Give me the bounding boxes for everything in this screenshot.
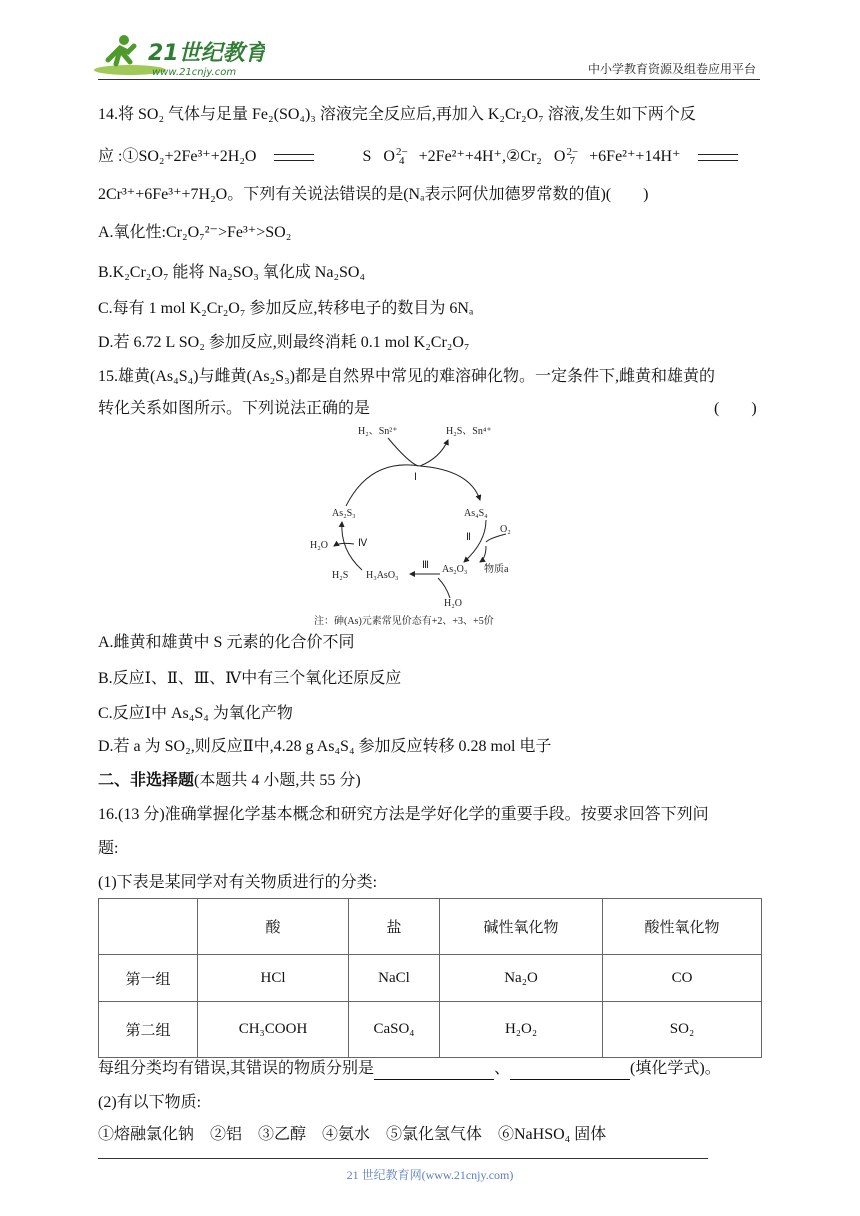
table-header-cell: 盐 bbox=[349, 899, 440, 955]
table-header-row bbox=[99, 899, 762, 955]
q14-frac1: 2− 4 bbox=[395, 146, 408, 168]
section2-title-bold: 二、非选择题 bbox=[98, 772, 195, 789]
q14-frac2: 2− 7 bbox=[566, 146, 579, 168]
q16-part1: (1)下表是某同学对有关物质进行的分类: bbox=[98, 874, 378, 891]
q15-answer-paren: ( ) bbox=[714, 400, 757, 417]
after-table-suffix: (填化学式)。 bbox=[630, 1060, 721, 1077]
section2-title bbox=[98, 770, 361, 792]
q15-option-c: C.反应Ⅰ中 As₄S₄ 为氧化产物 bbox=[98, 705, 293, 722]
reaction-diagram bbox=[300, 422, 540, 632]
footer-rule bbox=[98, 1158, 708, 1159]
diagram-as4s4: As₄S₄ bbox=[464, 508, 488, 519]
equals-arrow-icon bbox=[274, 154, 314, 161]
table-cell: CH₃COOH bbox=[198, 1002, 349, 1058]
q16-part2-items: ①熔融氯化钠 ②铝 ③乙醇 ④氨水 ⑤氯化氢气体 ⑥NaHSO₄ 固体 bbox=[98, 1126, 607, 1143]
diagram-as2o3: As₂O₃ bbox=[442, 564, 468, 575]
equals-arrow-icon bbox=[698, 154, 738, 161]
table-cell: H₂O₂ bbox=[440, 1002, 603, 1058]
diagram-reaction-4: Ⅳ bbox=[358, 538, 368, 549]
q15-line2: 转化关系如图所示。下列说法正确的是 bbox=[98, 400, 371, 417]
diagram-top-reactants: H₂、Sn²⁺ bbox=[358, 426, 398, 437]
table-cell: Na₂O bbox=[440, 955, 603, 1002]
q16-line2: 题: bbox=[98, 840, 119, 857]
table-header-cell: 酸性氧化物 bbox=[603, 899, 762, 955]
diagram-note: 注：砷(As)元素常见价态有+2、+3、+5价 bbox=[314, 616, 494, 627]
diagram-reaction-3: Ⅲ bbox=[422, 560, 429, 571]
after-table-sep: 、 bbox=[494, 1060, 511, 1077]
table-row bbox=[99, 1002, 762, 1058]
logo-url: www.21cnjy.com bbox=[152, 67, 237, 78]
table-cell: CaSO₄ bbox=[349, 1002, 440, 1058]
diagram-reaction-1: Ⅰ bbox=[414, 472, 417, 483]
q15-line1: 15.雄黄(As₄S₄)与雌黄(As₂S₃)都是自然界中常见的难溶砷化物。一定条件下,雌黄和雄黄的 bbox=[98, 368, 715, 385]
diagram-substance-a: 物质a bbox=[484, 564, 509, 575]
classification-table bbox=[98, 898, 762, 1058]
q14-frac2-base: O bbox=[553, 148, 566, 165]
table-cell: 第二组 bbox=[99, 1002, 198, 1058]
q14-eq1-left: 应 :①SO₂+2Fe³⁺+2H₂O bbox=[98, 148, 257, 165]
answer-blank-2[interactable] bbox=[510, 1065, 630, 1080]
diagram-h2s: H₂S bbox=[332, 570, 349, 581]
q14-option-d: D.若 6.72 L SO₂ 参加反应,则最终消耗 0.1 mol K₂Cr₂O₇ bbox=[98, 334, 470, 351]
table-row bbox=[99, 955, 762, 1002]
table-cell: CO bbox=[603, 955, 762, 1002]
diagram-h2o-bottom: H₂O bbox=[444, 598, 462, 609]
q14-eq2-right: +6Fe²⁺+14H⁺ bbox=[589, 148, 681, 165]
q14-line2 bbox=[98, 146, 738, 168]
table-header-cell: 碱性氧化物 bbox=[440, 899, 603, 955]
diagram-reaction-2: Ⅱ bbox=[466, 532, 471, 543]
q16-after-table bbox=[98, 1058, 721, 1080]
table-cell: SO₂ bbox=[603, 1002, 762, 1058]
diagram-as2s3: As₂S₃ bbox=[332, 508, 356, 519]
table-cell: NaCl bbox=[349, 955, 440, 1002]
header-rule bbox=[98, 79, 760, 80]
q14-option-c: C.每有 1 mol K₂Cr₂O₇ 参加反应,转移电子的数目为 6Nₐ bbox=[98, 300, 474, 317]
q14-eq1-right: +2Fe²⁺+4H⁺,②Cr₂ bbox=[418, 148, 542, 165]
platform-title: 中小学教育资源及组卷应用平台 bbox=[587, 62, 756, 76]
section2-title-rest: (本题共 4 小题,共 55 分) bbox=[194, 772, 361, 789]
q14-option-a: A.氧化性:Cr₂O₇²⁻>Fe³⁺>SO₂ bbox=[98, 224, 292, 241]
diagram-h2o-left: H₂O bbox=[310, 540, 328, 551]
q14-line3: 2Cr³⁺+6Fe³⁺+7H₂O。下列有关说法错误的是(Nₐ表示阿伏加德罗常数的值)( ) bbox=[98, 186, 649, 203]
diagram-o2: O₂ bbox=[500, 524, 511, 535]
q16-part2: (2)有以下物质: bbox=[98, 1094, 202, 1111]
table-cell: HCl bbox=[198, 955, 349, 1002]
q14-frac1-base: O bbox=[383, 148, 395, 165]
answer-blank-1[interactable] bbox=[374, 1065, 494, 1080]
table-header-cell bbox=[99, 899, 198, 955]
table-cell: 第一组 bbox=[99, 955, 198, 1002]
q14-line1: 14.将 SO₂ 气体与足量 Fe₂(SO₄)₃ 溶液完全反应后,再加入 K₂Cr₂O₇ 溶液,发生如下两个反 bbox=[98, 106, 696, 123]
diagram-top-products: H₂S、Sn⁴⁺ bbox=[446, 426, 492, 437]
after-table-text: 每组分类均有错误,其错误的物质分别是 bbox=[98, 1060, 375, 1077]
diagram-h3aso3: H₃AsO₃ bbox=[366, 570, 399, 581]
q15-option-a: A.雌黄和雄黄中 S 元素的化合价不同 bbox=[98, 634, 355, 651]
q15-option-b: B.反应Ⅰ、Ⅱ、Ⅲ、Ⅳ中有三个氧化还原反应 bbox=[98, 670, 402, 687]
table-header-cell: 酸 bbox=[198, 899, 349, 955]
logo-text: 21世纪教育 bbox=[148, 41, 265, 66]
q14-eq1-s: S bbox=[362, 148, 372, 165]
q14-option-b: B.K₂Cr₂O₇ 能将 Na₂SO₃ 氧化成 Na₂SO₄ bbox=[98, 264, 366, 281]
footer-text: 21 世纪教育网(www.21cnjy.com) bbox=[346, 1168, 514, 1182]
site-logo bbox=[90, 30, 265, 80]
q16-line1: 16.(13 分)准确掌握化学基本概念和研究方法是学好化学的重要手段。按要求回答下列问 bbox=[98, 806, 709, 823]
q15-option-d: D.若 a 为 SO₂,则反应Ⅱ中,4.28 g As₄S₄ 参加反应转移 0.28 mol 电子 bbox=[98, 738, 552, 755]
